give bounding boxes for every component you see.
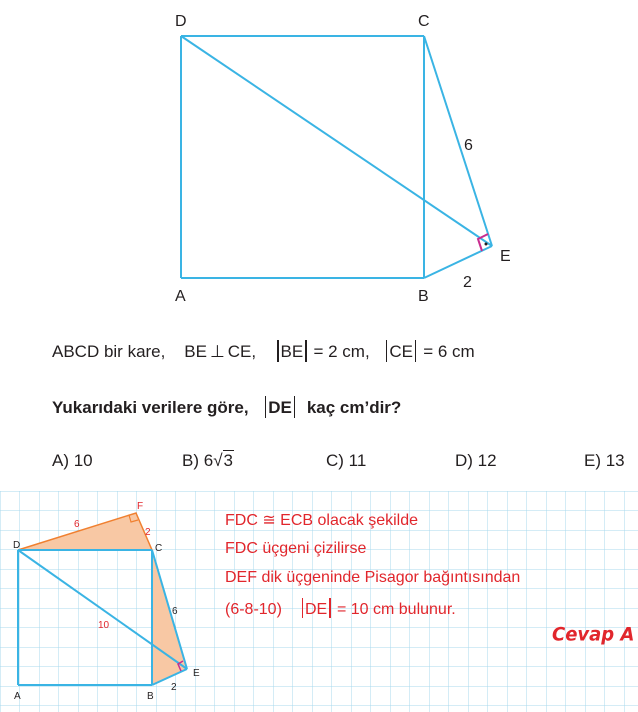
segment-be-label: BE (280, 342, 304, 361)
vertex-label-e: E (500, 248, 511, 265)
sol-length-df: 6 (74, 519, 80, 530)
segment-ce (424, 36, 492, 246)
option-a[interactable]: A) 10 (52, 451, 93, 470)
option-b[interactable] (182, 451, 234, 471)
radical-sign: √ (213, 451, 223, 470)
answer-label: Cevap A (552, 623, 635, 646)
solution-triple: (6-8-10) (225, 601, 282, 618)
abs-bar-icon (265, 396, 267, 418)
sol-length-de: 10 (98, 620, 110, 631)
sol-vertex-b: B (147, 691, 154, 702)
question-text (52, 396, 401, 418)
abs-bar-icon (329, 598, 330, 618)
solution-line-2: FDC üçgeni çizilirse (225, 540, 367, 557)
option-e[interactable]: E) 13 (584, 451, 625, 470)
segment-de (181, 36, 492, 246)
sol-vertex-f: F (137, 501, 144, 512)
question-suffix: kaç cm’dir? (306, 398, 402, 417)
be-value: = 2 cm, (313, 342, 370, 361)
abs-bar-icon (294, 396, 296, 418)
question-segment: DE (268, 398, 292, 417)
square-diagram (0, 0, 638, 310)
solution-line-1: FDC ≅ ECB olacak şekilde (225, 512, 419, 529)
solution-line-3: DEF dik üçgeninde Pisagor bağıntısından (225, 569, 521, 586)
solution-line-4 (225, 598, 456, 619)
radicand: 3 (223, 451, 233, 470)
segment-ce-label: CE (389, 342, 413, 361)
sol-length-be: 2 (171, 682, 177, 693)
vertex-label-a: A (175, 288, 186, 305)
abs-bar-icon (415, 340, 417, 362)
solution-segment: DE (304, 601, 328, 618)
statement-prefix: ABCD bir kare, (52, 342, 166, 361)
sol-length-ce: 6 (172, 606, 178, 617)
perpendicular-symbol: ⊥ (209, 342, 225, 361)
option-c[interactable]: C) 11 (326, 451, 367, 470)
sol-length-fc: 2 (145, 527, 151, 538)
vertex-label-b: B (418, 288, 429, 305)
length-label-ce: 6 (464, 137, 473, 154)
sol-vertex-d: D (13, 540, 21, 551)
abs-bar-icon (277, 340, 279, 362)
problem-statement (52, 340, 475, 362)
perp-left: BE (184, 342, 207, 361)
perp-right: CE, (227, 342, 257, 361)
sol-vertex-c: C (155, 543, 163, 554)
ce-value: = 6 cm (423, 342, 475, 361)
sqrt-symbol (213, 451, 234, 471)
abs-bar-icon (302, 598, 303, 618)
right-angle-dot (485, 243, 488, 246)
vertex-label-c: C (418, 13, 430, 30)
vertex-label-d: D (175, 13, 187, 30)
sol-vertex-a: A (14, 691, 21, 702)
option-b-prefix: B) 6 (182, 451, 214, 470)
sol-vertex-e: E (193, 668, 200, 679)
abs-bar-icon (386, 340, 388, 362)
question-prefix: Yukarıdaki verilere göre, (52, 398, 249, 417)
option-d[interactable]: D) 12 (455, 451, 497, 470)
length-label-be: 2 (463, 274, 472, 291)
abs-bar-icon (305, 340, 307, 362)
solution-result: = 10 cm bulunur. (336, 601, 456, 618)
